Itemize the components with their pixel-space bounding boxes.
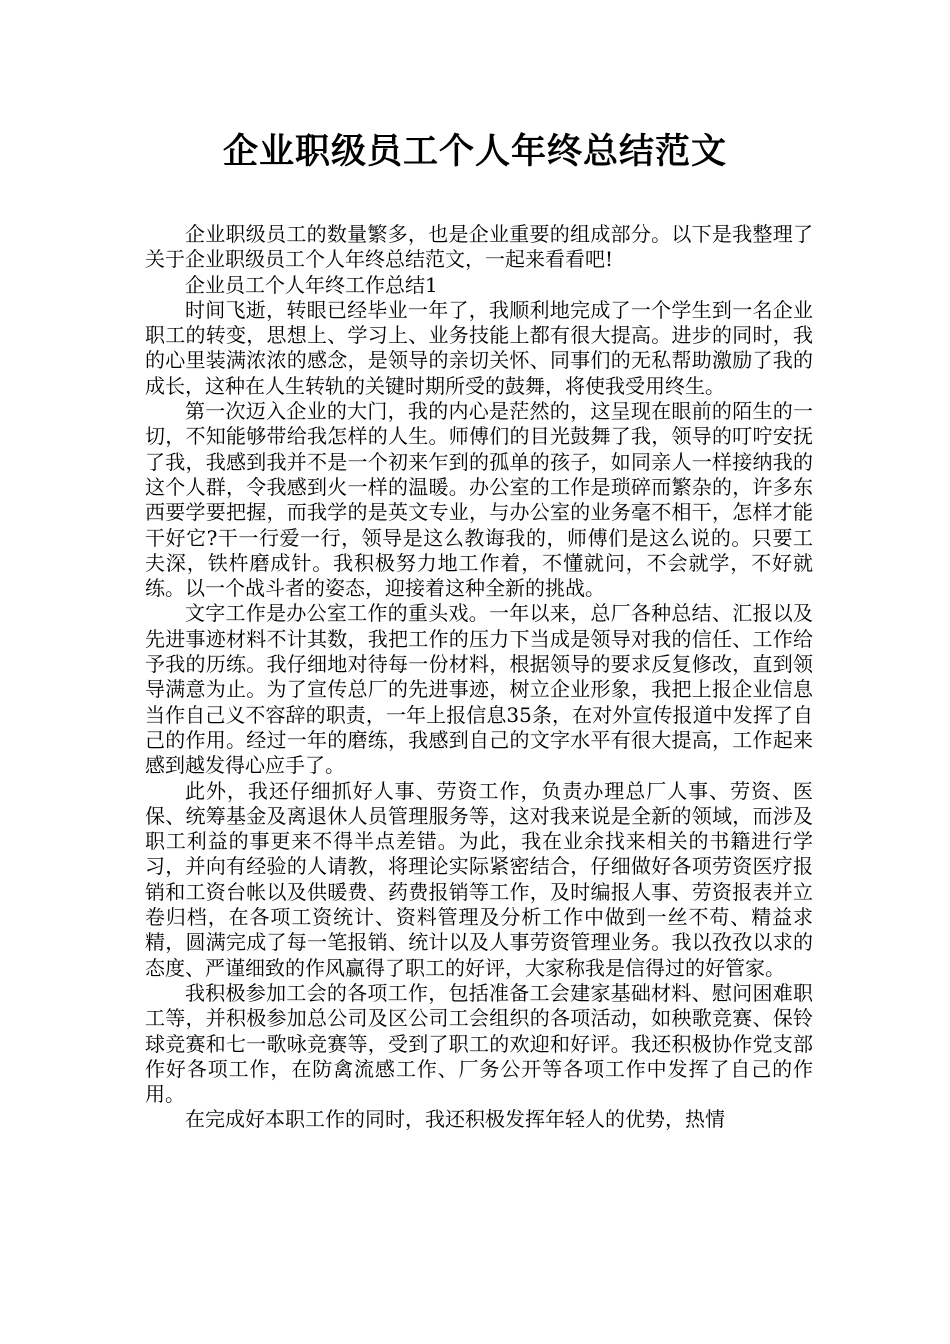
body-paragraph: 此外，我还仔细抓好人事、劳资工作，负责办理总厂人事、劳资、医保、统筹基金及离退休人员管理服务等，这对我来说是全新的领域，而涉及职工利益的事更来不得半点差错。为此，我在业余找来相关的书籍进行学习，并向有经验的人请教，将理论实际紧密结合，仔细做好各项劳资医疗报销和工资台帐以及供暖费、药费报销等工作，及时编报人事、劳资报表并立卷归档，在各项工资统计、资料管理及分析工作中做到一丝不苟、精益求精，圆满完成了每一笔报销、统计以及人事劳资管理业务。我以孜孜以求的态度、严谨细致的作风赢得了职工的好评，大家称我是信得过的好管家。 <box>145 778 813 980</box>
section-heading: 企业员工个人年终工作总结1 <box>185 272 438 297</box>
body-paragraph: 时间飞逝，转眼已经毕业一年了，我顺利地完成了一个学生到一名企业职工的转变，思想上、学习上、业务技能上都有很大提高。进步的同时，我的心里装满浓浓的感念，是领导的亲切关怀、同事们的无私帮助激励了我的成长，这种在人生转轨的关键时期所受的鼓舞，将使我受用终生。 <box>145 297 813 398</box>
body-paragraph: 文字工作是办公室工作的重头戏。一年以来，总厂各种总结、汇报以及先进事迹材料不计其数，我把工作的压力下当成是领导对我的信任、工作给予我的历练。我仔细地对待每一份材料，根据领导的要求反复修改，直到领导满意为止。为了宣传总厂的先进事迹，树立企业形象，我把上报企业信息当作自己义不容辞的职责，一年上报信息35条，在对外宣传报道中发挥了自己的作用。经过一年的磨练，我感到自己的文字水平有很大提高，工作起来感到越发得心应手了。 <box>145 601 813 778</box>
document-title: 企业职级员工个人年终总结范文 <box>222 132 727 172</box>
body-paragraph: 在完成好本职工作的同时，我还积极发挥年轻人的优势，热情 <box>185 1107 725 1132</box>
intro-paragraph: 企业职级员工的数量繁多，也是企业重要的组成部分。以下是我整理了关于企业职级员工个人年终总结范文，一起来看看吧! <box>145 222 813 272</box>
body-paragraph: 我积极参加工会的各项工作，包括准备工会建家基础材料、慰问困难职工等，并积极参加总公司及区公司工会组织的各项活动，如秧歌竞赛、保铃球竞赛和七一歌咏竞赛等，受到了职工的欢迎和好评。我还积极协作党支部作好各项工作，在防禽流感工作、厂务公开等各项工作中发挥了自己的作用。 <box>145 980 813 1107</box>
body-paragraph: 第一次迈入企业的大门，我的内心是茫然的，这呈现在眼前的陌生的一切，不知能够带给我怎样的人生。师傅们的目光鼓舞了我，领导的叮咛安抚了我，我感到我并不是一个初来乍到的孤单的孩子，如同亲人一样接纳我的这个人群，令我感到火一样的温暖。办公室的工作是琐碎而繁杂的，许多东西要学要把握，而我学的是英文专业，与办公室的业务毫不相干，怎样才能干好它?干一行爱一行，领导是这么教诲我的，师傅们是这么说的。只要工夫深，铁杵磨成针。我积极努力地工作着，不懂就问，不会就学，不好就练。以一个战斗者的姿态，迎接着这种全新的挑战。 <box>145 399 813 601</box>
document-body <box>145 222 813 1133</box>
